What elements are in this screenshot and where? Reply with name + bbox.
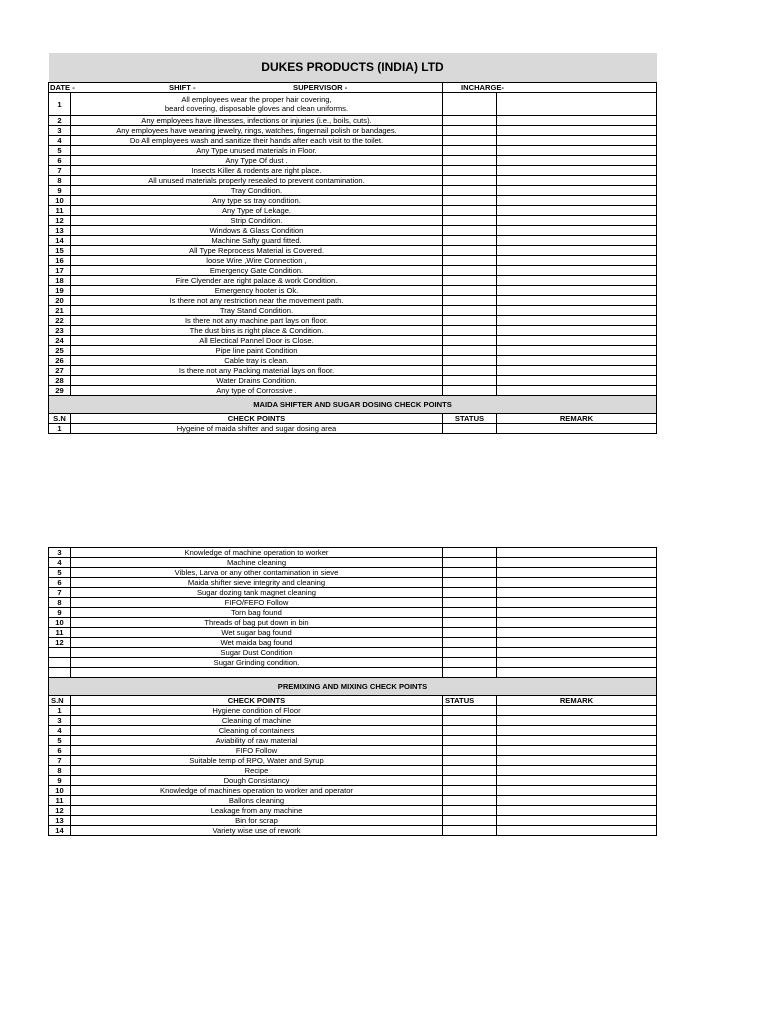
remark-cell[interactable] bbox=[497, 156, 657, 166]
remark-cell[interactable] bbox=[497, 116, 657, 126]
check-point-text: Knowledge of machines operation to worker and operator bbox=[71, 786, 443, 796]
maida-section-heading: MAIDA SHIFTER AND SUGAR DOSING CHECK POINTS bbox=[49, 396, 657, 414]
status-cell[interactable] bbox=[443, 776, 497, 786]
status-cell[interactable] bbox=[443, 558, 497, 568]
remark-cell[interactable] bbox=[497, 186, 657, 196]
remark-cell[interactable] bbox=[497, 598, 657, 608]
remark-cell[interactable] bbox=[497, 826, 657, 836]
check-point-text: The dust bins is right place & Condition. bbox=[71, 326, 443, 336]
maida-rows-page2 bbox=[49, 548, 657, 668]
status-cell[interactable] bbox=[443, 816, 497, 826]
table-row bbox=[49, 558, 657, 568]
row-number: 13 bbox=[49, 816, 71, 826]
status-cell[interactable] bbox=[443, 326, 497, 336]
row-number: 10 bbox=[49, 618, 71, 628]
premix-col-remark: REMARK bbox=[497, 696, 657, 706]
table-row bbox=[49, 648, 657, 658]
row-number: 13 bbox=[49, 226, 71, 236]
remark-cell[interactable] bbox=[497, 816, 657, 826]
row-number: 3 bbox=[49, 716, 71, 726]
row-number: 14 bbox=[49, 236, 71, 246]
status-cell[interactable] bbox=[443, 266, 497, 276]
row-number: 6 bbox=[49, 578, 71, 588]
check-point-text: Sugar dozing tank magnet cleaning bbox=[71, 588, 443, 598]
check-point-text: Sugar Grinding condition. bbox=[71, 658, 443, 668]
row-number: 22 bbox=[49, 316, 71, 326]
table-row bbox=[49, 126, 657, 136]
remark-cell[interactable] bbox=[497, 548, 657, 558]
row-number: 4 bbox=[49, 726, 71, 736]
row-number: 5 bbox=[49, 736, 71, 746]
remark-cell[interactable] bbox=[497, 806, 657, 816]
check-point-text: Maida shifter sieve integrity and cleaning bbox=[71, 578, 443, 588]
row-number: 16 bbox=[49, 256, 71, 266]
remark-cell[interactable] bbox=[497, 578, 657, 588]
table-row bbox=[49, 756, 657, 766]
check-point-text: Hygeine of maida shifter and sugar dosing area bbox=[71, 424, 443, 434]
remark-cell[interactable] bbox=[497, 286, 657, 296]
check-point-text: Insects Killer & rodents are right place. bbox=[71, 166, 443, 176]
check-point-text: Variety wise use of rework bbox=[71, 826, 443, 836]
status-cell[interactable] bbox=[443, 588, 497, 598]
row-number: 2 bbox=[49, 116, 71, 126]
check-point-text: loose Wire ,Wire Connection , bbox=[71, 256, 443, 266]
check-point-text: Any type ss tray condition. bbox=[71, 196, 443, 206]
status-cell[interactable] bbox=[443, 736, 497, 746]
check-point-text: Tray Condition. bbox=[71, 186, 443, 196]
table-row bbox=[49, 766, 657, 776]
row-number: 18 bbox=[49, 276, 71, 286]
row-number: 12 bbox=[49, 806, 71, 816]
remark-cell[interactable] bbox=[497, 146, 657, 156]
status-cell[interactable] bbox=[443, 216, 497, 226]
check-point-text: Machine cleaning bbox=[71, 558, 443, 568]
status-cell[interactable] bbox=[443, 716, 497, 726]
remark-cell[interactable] bbox=[497, 206, 657, 216]
status-cell[interactable] bbox=[443, 146, 497, 156]
maida-rows-page1 bbox=[49, 424, 657, 434]
remark-cell[interactable] bbox=[497, 136, 657, 146]
check-point-text: Threads of bag put down in bin bbox=[71, 618, 443, 628]
table-row bbox=[49, 588, 657, 598]
check-point-text: Ballons cleaning bbox=[71, 796, 443, 806]
check-point-text: Any employees have illnesses, infections or injuries (i.e., boils, cuts). bbox=[71, 116, 443, 126]
table-row bbox=[49, 176, 657, 186]
table-row bbox=[49, 296, 657, 306]
checklist-table-bottom bbox=[48, 547, 657, 836]
remark-cell[interactable] bbox=[497, 356, 657, 366]
status-cell[interactable] bbox=[443, 548, 497, 558]
check-point-text: Any Type of Lekage. bbox=[71, 206, 443, 216]
date-label: DATE - bbox=[50, 83, 75, 92]
row-number: 23 bbox=[49, 326, 71, 336]
table-row bbox=[49, 386, 657, 396]
row-number bbox=[49, 648, 71, 658]
table-row bbox=[49, 568, 657, 578]
row-number: 12 bbox=[49, 216, 71, 226]
status-cell[interactable] bbox=[443, 786, 497, 796]
status-cell[interactable] bbox=[443, 658, 497, 668]
remark-cell[interactable] bbox=[497, 296, 657, 306]
check-point-text: Any employees have wearing jewelry, rings, watches, fingernail polish or bandages. bbox=[71, 126, 443, 136]
row-number: 5 bbox=[49, 568, 71, 578]
row-number: 19 bbox=[49, 286, 71, 296]
status-cell[interactable] bbox=[443, 166, 497, 176]
row-number: 14 bbox=[49, 826, 71, 836]
remark-cell[interactable] bbox=[497, 776, 657, 786]
checklist-table-top bbox=[48, 53, 657, 434]
status-cell[interactable] bbox=[443, 196, 497, 206]
remark-cell[interactable] bbox=[497, 786, 657, 796]
table-row bbox=[49, 146, 657, 156]
check-point-text: Cable tray is clean. bbox=[71, 356, 443, 366]
check-point-text: All Electical Pannel Door is Close. bbox=[71, 336, 443, 346]
remark-cell[interactable] bbox=[497, 366, 657, 376]
remark-cell[interactable] bbox=[497, 424, 657, 434]
row-number: 7 bbox=[49, 756, 71, 766]
check-point-text: Any Type unused materials in Floor. bbox=[71, 146, 443, 156]
premix-rows bbox=[49, 706, 657, 836]
premix-section-heading: PREMIXING AND MIXING CHECK POINTS bbox=[49, 678, 657, 696]
check-point-text: Wet sugar bag found bbox=[71, 628, 443, 638]
col-check-points: CHECK POINTS bbox=[71, 414, 443, 424]
remark-cell[interactable] bbox=[497, 126, 657, 136]
remark-cell[interactable] bbox=[497, 346, 657, 356]
check-point-text: Fire Clyender are right palace & work Condition. bbox=[71, 276, 443, 286]
remark-cell[interactable] bbox=[497, 276, 657, 286]
check-point-text: Cleaning of machine bbox=[71, 716, 443, 726]
check-point-text: All employees wear the proper hair covering, beard covering, disposable gloves and clean uniforms. bbox=[71, 93, 443, 116]
row-number: 1 bbox=[49, 93, 71, 116]
table-row bbox=[49, 266, 657, 276]
page-title: DUKES PRODUCTS (INDIA) LTD bbox=[49, 53, 657, 83]
remark-cell[interactable] bbox=[497, 226, 657, 236]
remark-cell[interactable] bbox=[497, 736, 657, 746]
status-cell[interactable] bbox=[443, 618, 497, 628]
row-number: 25 bbox=[49, 346, 71, 356]
remark-cell[interactable] bbox=[497, 336, 657, 346]
remark-cell[interactable] bbox=[497, 246, 657, 256]
check-point-text: Suitable temp of RPO, Water and Syrup bbox=[71, 756, 443, 766]
status-cell[interactable] bbox=[443, 806, 497, 816]
table-row bbox=[49, 638, 657, 648]
status-cell[interactable] bbox=[443, 286, 497, 296]
check-point-text: Emergency Gate Condition. bbox=[71, 266, 443, 276]
row-number: 20 bbox=[49, 296, 71, 306]
check-point-text: Machine Safty guard fitted. bbox=[71, 236, 443, 246]
status-cell[interactable] bbox=[443, 236, 497, 246]
table-row bbox=[49, 628, 657, 638]
remark-cell[interactable] bbox=[497, 93, 657, 116]
status-cell[interactable] bbox=[443, 424, 497, 434]
remark-cell[interactable] bbox=[497, 386, 657, 396]
status-cell[interactable] bbox=[443, 578, 497, 588]
row-number: 4 bbox=[49, 136, 71, 146]
table-row bbox=[49, 276, 657, 286]
status-cell[interactable] bbox=[443, 156, 497, 166]
row-number: 10 bbox=[49, 786, 71, 796]
status-cell[interactable] bbox=[443, 706, 497, 716]
status-cell[interactable] bbox=[443, 296, 497, 306]
check-point-text: Bin for scrap bbox=[71, 816, 443, 826]
check-point-text: Windows & Glass Condition bbox=[71, 226, 443, 236]
table-row bbox=[49, 336, 657, 346]
check-point-text: Recipe bbox=[71, 766, 443, 776]
table-row bbox=[49, 786, 657, 796]
row-number: 26 bbox=[49, 356, 71, 366]
remark-cell[interactable] bbox=[497, 716, 657, 726]
table-row bbox=[49, 136, 657, 146]
remark-cell[interactable] bbox=[497, 176, 657, 186]
status-cell[interactable] bbox=[443, 366, 497, 376]
table-row bbox=[49, 186, 657, 196]
table-row bbox=[49, 226, 657, 236]
row-number: 3 bbox=[49, 126, 71, 136]
check-point-text: Dough Consistancy bbox=[71, 776, 443, 786]
remark-cell[interactable] bbox=[497, 236, 657, 246]
table-row bbox=[49, 306, 657, 316]
table-row bbox=[49, 726, 657, 736]
check-point-text: Emergency hooter is Ok. bbox=[71, 286, 443, 296]
supervisor-label: SUPERVISOR - bbox=[293, 83, 348, 92]
status-cell[interactable] bbox=[443, 598, 497, 608]
status-cell[interactable] bbox=[443, 628, 497, 638]
check-point-text: Water Drains Condition. bbox=[71, 376, 443, 386]
table-row bbox=[49, 366, 657, 376]
row-number: 24 bbox=[49, 336, 71, 346]
row-number: 5 bbox=[49, 146, 71, 156]
table-row bbox=[49, 236, 657, 246]
table-row bbox=[49, 816, 657, 826]
check-point-text: Torn bag found bbox=[71, 608, 443, 618]
row-number: 10 bbox=[49, 196, 71, 206]
remark-cell[interactable] bbox=[497, 568, 657, 578]
remark-cell[interactable] bbox=[497, 256, 657, 266]
table-row bbox=[49, 216, 657, 226]
table-row bbox=[49, 166, 657, 176]
status-cell[interactable] bbox=[443, 176, 497, 186]
status-cell[interactable] bbox=[443, 116, 497, 126]
status-cell[interactable] bbox=[443, 746, 497, 756]
status-cell[interactable] bbox=[443, 826, 497, 836]
row-number: 8 bbox=[49, 598, 71, 608]
status-cell[interactable] bbox=[443, 796, 497, 806]
table-row bbox=[49, 246, 657, 256]
table-row bbox=[49, 93, 657, 116]
check-point-text: FIFO Follow bbox=[71, 746, 443, 756]
table-row bbox=[49, 776, 657, 786]
remark-cell[interactable] bbox=[497, 726, 657, 736]
status-cell[interactable] bbox=[443, 136, 497, 146]
remark-cell[interactable] bbox=[497, 638, 657, 648]
check-point-text: Pipe line paint Condition bbox=[71, 346, 443, 356]
check-point-text: Hygiene condition of Floor bbox=[71, 706, 443, 716]
remark-cell[interactable] bbox=[497, 316, 657, 326]
remark-cell[interactable] bbox=[497, 618, 657, 628]
row-number: 8 bbox=[49, 176, 71, 186]
remark-cell[interactable] bbox=[497, 216, 657, 226]
check-point-text: Is there not any machine part lays on floor. bbox=[71, 316, 443, 326]
status-cell[interactable] bbox=[443, 608, 497, 618]
table-row bbox=[49, 658, 657, 668]
table-row bbox=[49, 618, 657, 628]
remark-cell[interactable] bbox=[497, 588, 657, 598]
table-row bbox=[49, 746, 657, 756]
check-point-text: All Type Reprocess Material is Covered. bbox=[71, 246, 443, 256]
remark-cell[interactable] bbox=[497, 746, 657, 756]
status-cell[interactable] bbox=[443, 306, 497, 316]
row-number: 27 bbox=[49, 366, 71, 376]
remark-cell[interactable] bbox=[497, 306, 657, 316]
check-point-text: Cleaning of containers bbox=[71, 726, 443, 736]
status-cell[interactable] bbox=[443, 766, 497, 776]
check-point-text: Any Type Of dust . bbox=[71, 156, 443, 166]
remark-cell[interactable] bbox=[497, 558, 657, 568]
table-row bbox=[49, 206, 657, 216]
row-number: 11 bbox=[49, 796, 71, 806]
check-point-text: Tray Stand Condition. bbox=[71, 306, 443, 316]
check-point-text: Leakage from any machine bbox=[71, 806, 443, 816]
row-number: 3 bbox=[49, 548, 71, 558]
table-row bbox=[49, 736, 657, 746]
remark-cell[interactable] bbox=[497, 706, 657, 716]
check-point-text: Do All employees wash and sanitize their hands after each visit to the toilet. bbox=[71, 136, 443, 146]
remark-cell[interactable] bbox=[497, 658, 657, 668]
status-cell[interactable] bbox=[443, 756, 497, 766]
shift-label: SHIFT - bbox=[169, 83, 196, 92]
table-row bbox=[49, 326, 657, 336]
row-number: 4 bbox=[49, 558, 71, 568]
row-number: 8 bbox=[49, 766, 71, 776]
table-row bbox=[49, 196, 657, 206]
table-row bbox=[49, 608, 657, 618]
status-cell[interactable] bbox=[443, 568, 497, 578]
table-row bbox=[49, 286, 657, 296]
status-cell[interactable] bbox=[443, 93, 497, 116]
status-cell[interactable] bbox=[443, 376, 497, 386]
table-row bbox=[49, 706, 657, 716]
check-point-text: Aviability of raw material bbox=[71, 736, 443, 746]
table-row bbox=[49, 806, 657, 816]
status-cell[interactable] bbox=[443, 276, 497, 286]
table-row bbox=[49, 256, 657, 266]
status-cell[interactable] bbox=[443, 316, 497, 326]
table-row bbox=[49, 548, 657, 558]
col-status: STATUS bbox=[443, 414, 497, 424]
row-number: 12 bbox=[49, 638, 71, 648]
table-row bbox=[49, 598, 657, 608]
row-number: 11 bbox=[49, 206, 71, 216]
remark-cell[interactable] bbox=[497, 628, 657, 638]
header-row bbox=[49, 83, 443, 93]
status-cell[interactable] bbox=[443, 256, 497, 266]
check-point-text: Any type of Corrossive . bbox=[71, 386, 443, 396]
table-row bbox=[49, 578, 657, 588]
row-number: 9 bbox=[49, 776, 71, 786]
check-point-text: FIFO/FEFO Follow bbox=[71, 598, 443, 608]
status-cell[interactable] bbox=[443, 246, 497, 256]
table-row bbox=[49, 716, 657, 726]
check-point-text: Strip Condition. bbox=[71, 216, 443, 226]
table-row bbox=[49, 826, 657, 836]
remark-cell[interactable] bbox=[497, 756, 657, 766]
row-number: 21 bbox=[49, 306, 71, 316]
row-number: 6 bbox=[49, 156, 71, 166]
check-point-text: Is there not any restriction near the movement path. bbox=[71, 296, 443, 306]
status-cell[interactable] bbox=[443, 226, 497, 236]
status-cell[interactable] bbox=[443, 186, 497, 196]
status-cell[interactable] bbox=[443, 386, 497, 396]
row-number: 17 bbox=[49, 266, 71, 276]
table-row bbox=[49, 424, 657, 434]
premix-col-status: STATUS bbox=[443, 696, 497, 706]
row-number: 1 bbox=[49, 424, 71, 434]
col-sn: S.N bbox=[49, 414, 71, 424]
table-row bbox=[49, 116, 657, 126]
remark-cell[interactable] bbox=[497, 326, 657, 336]
row-number: 1 bbox=[49, 706, 71, 716]
check-point-text: Is there not any Packing material lays on floor. bbox=[71, 366, 443, 376]
col-remark: REMARK bbox=[497, 414, 657, 424]
row-number: 7 bbox=[49, 588, 71, 598]
remark-cell[interactable] bbox=[497, 196, 657, 206]
incharge-cell bbox=[443, 83, 657, 93]
incharge-label: INCHARGE- bbox=[461, 83, 505, 92]
check-point-text: Wet maida bag found bbox=[71, 638, 443, 648]
status-cell[interactable] bbox=[443, 126, 497, 136]
table-row bbox=[49, 316, 657, 326]
check-point-text: Vibles, Larva or any other contamination in sieve bbox=[71, 568, 443, 578]
remark-cell[interactable] bbox=[497, 796, 657, 806]
row-number: 28 bbox=[49, 376, 71, 386]
row-number: 29 bbox=[49, 386, 71, 396]
remark-cell[interactable] bbox=[497, 376, 657, 386]
table-row bbox=[49, 376, 657, 386]
remark-cell[interactable] bbox=[497, 166, 657, 176]
status-cell[interactable] bbox=[443, 638, 497, 648]
row-number: 15 bbox=[49, 246, 71, 256]
check-point-text: Knowledge of machine operation to worker bbox=[71, 548, 443, 558]
remark-cell[interactable] bbox=[497, 608, 657, 618]
row-number: 7 bbox=[49, 166, 71, 176]
remark-cell[interactable] bbox=[497, 766, 657, 776]
row-number: 6 bbox=[49, 746, 71, 756]
table-row bbox=[49, 356, 657, 366]
premix-col-check-points: CHECK POINTS bbox=[71, 696, 443, 706]
status-cell[interactable] bbox=[443, 648, 497, 658]
table-row bbox=[49, 156, 657, 166]
status-cell[interactable] bbox=[443, 726, 497, 736]
remark-cell[interactable] bbox=[497, 266, 657, 276]
row-number: 9 bbox=[49, 186, 71, 196]
row-number: 11 bbox=[49, 628, 71, 638]
checklist-page bbox=[48, 53, 656, 836]
remark-cell[interactable] bbox=[497, 648, 657, 658]
status-cell[interactable] bbox=[443, 356, 497, 366]
table-row bbox=[49, 796, 657, 806]
table-row bbox=[49, 346, 657, 356]
status-cell[interactable] bbox=[443, 346, 497, 356]
status-cell[interactable] bbox=[443, 206, 497, 216]
row-number: 9 bbox=[49, 608, 71, 618]
check-point-text: All unused materials properly resealed to prevent contamination. bbox=[71, 176, 443, 186]
status-cell[interactable] bbox=[443, 336, 497, 346]
general-checks bbox=[49, 93, 657, 396]
row-number bbox=[49, 658, 71, 668]
premix-col-sn: S.N bbox=[49, 696, 71, 706]
check-point-text: Sugar Dust Condition bbox=[71, 648, 443, 658]
